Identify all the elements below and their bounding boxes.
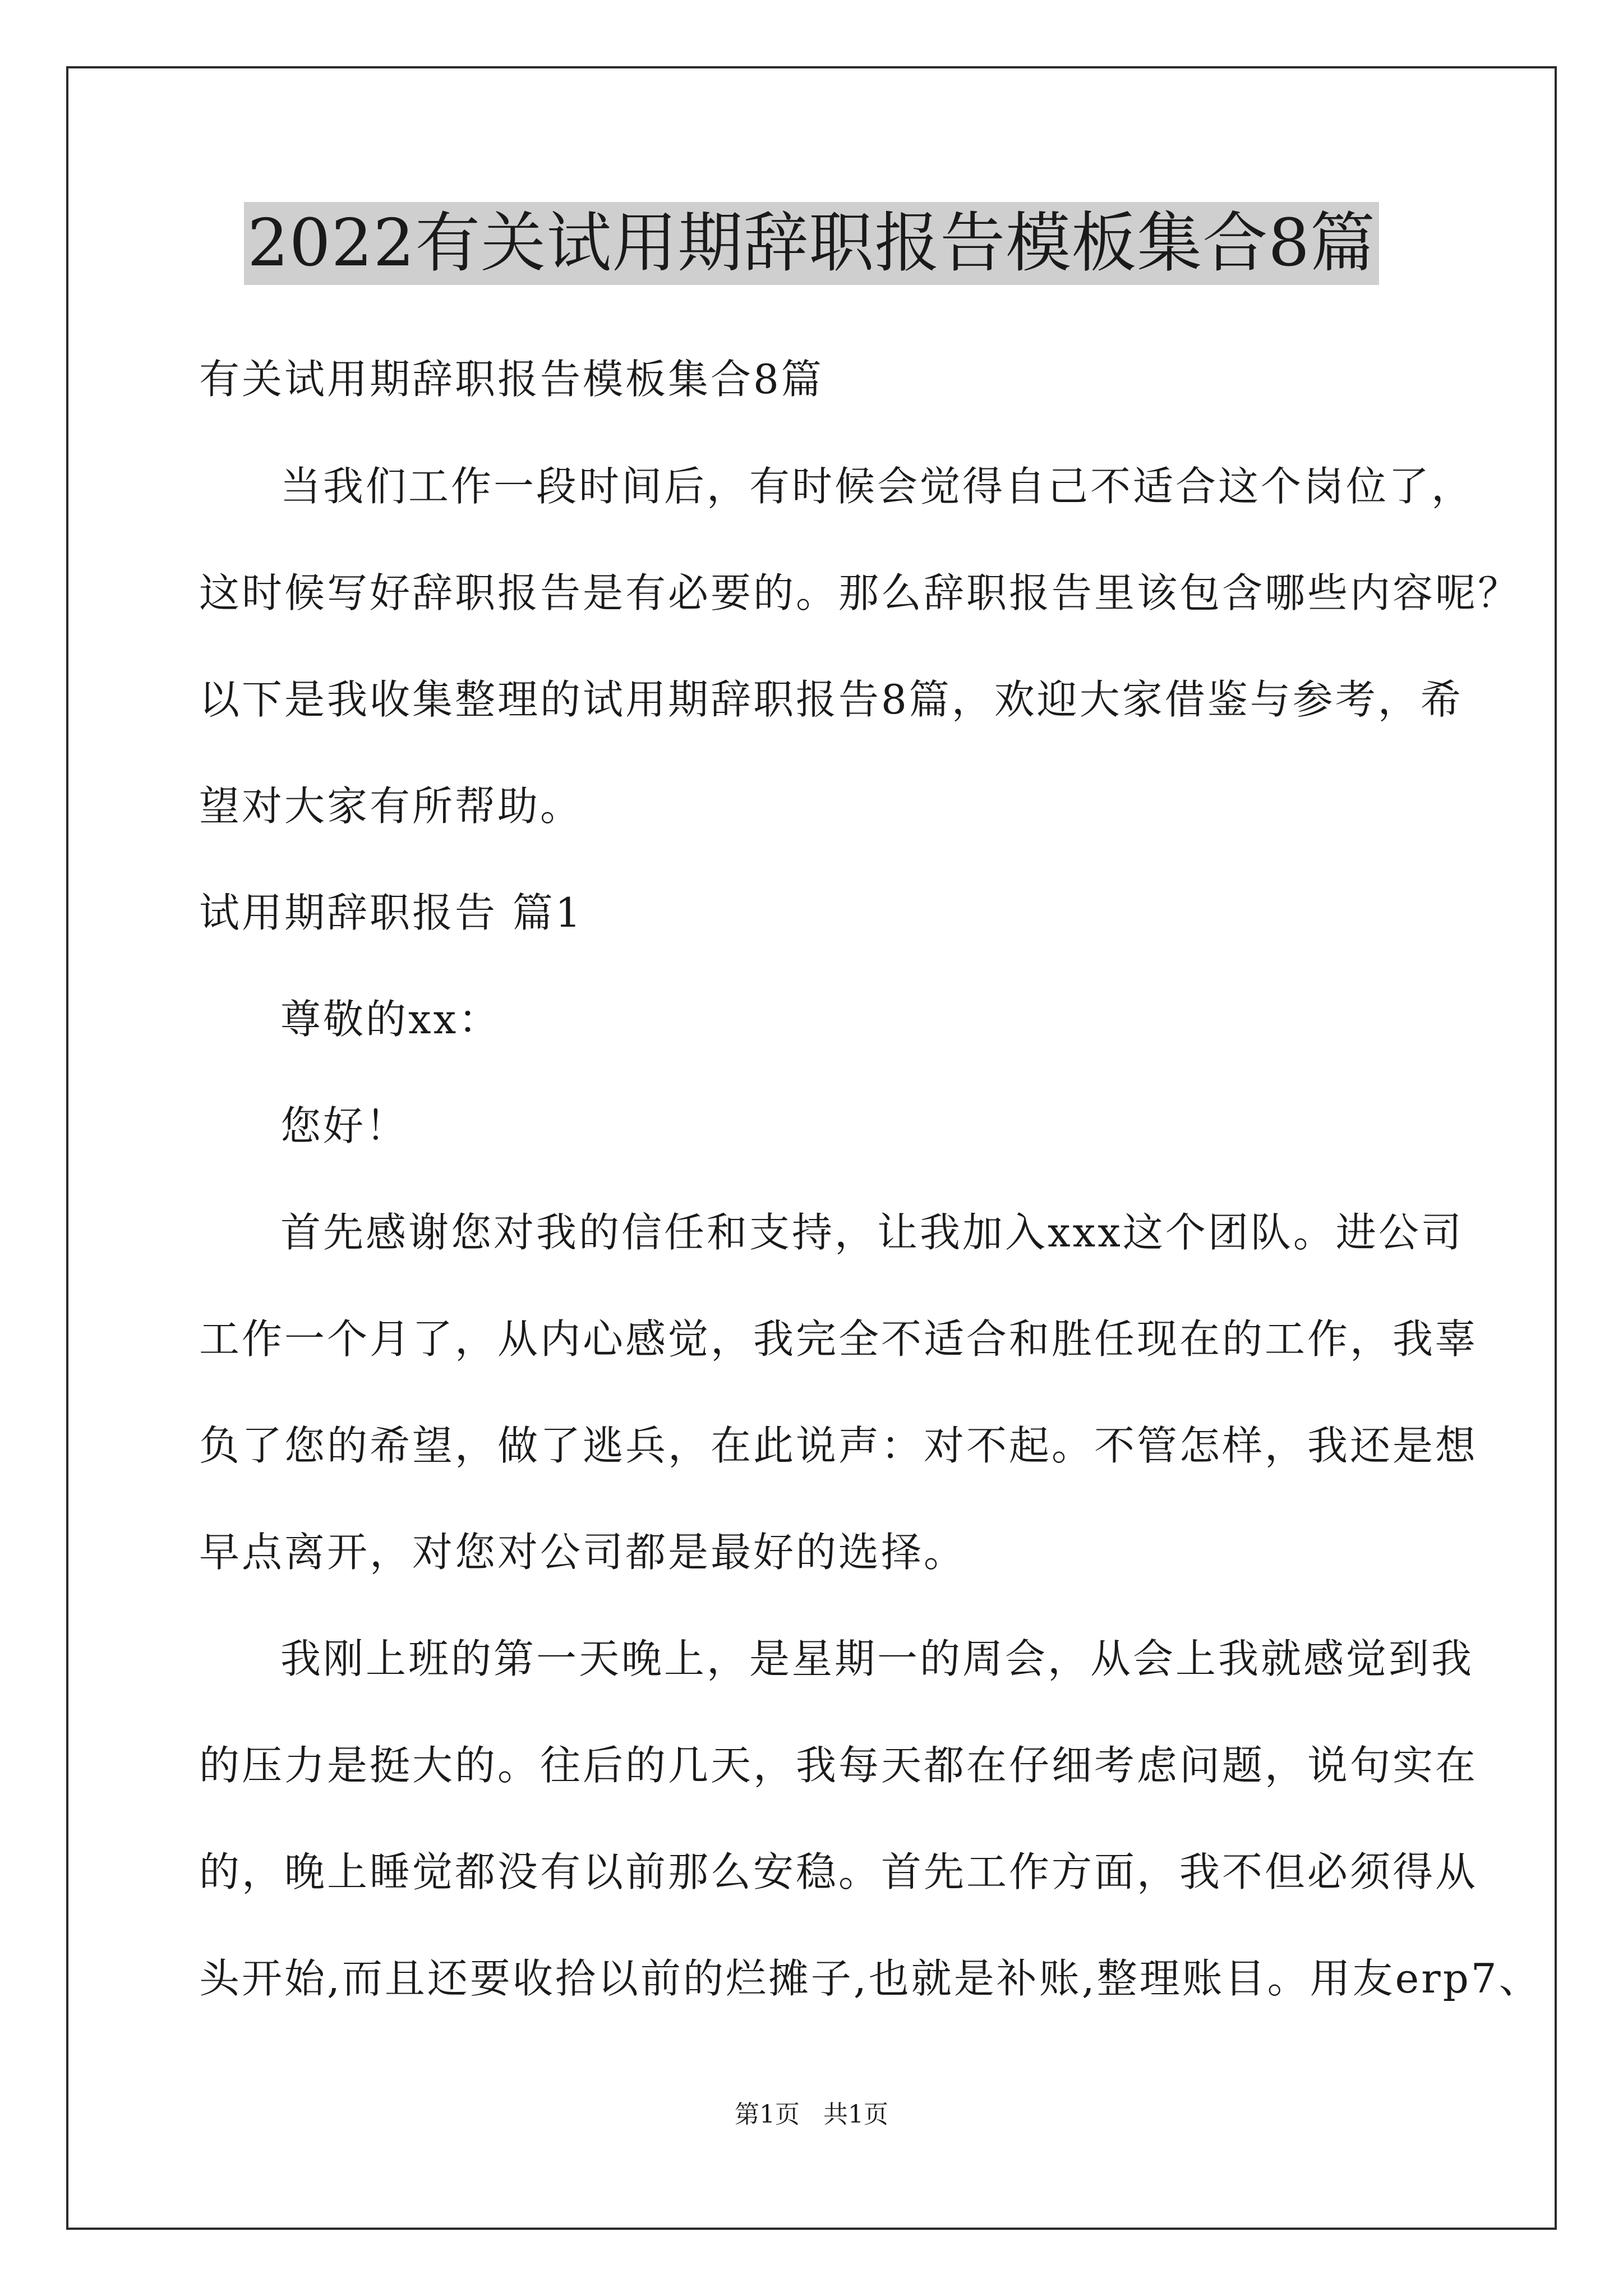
paragraph-line: 负了您的希望，做了逃兵，在此说声：对不起。不管怎样，我还是想: [199, 1422, 1478, 1469]
title-container: [0, 202, 1623, 285]
intro-line: 这时候写好辞职报告是有必要的。那么辞职报告里该包含哪些内容呢？: [199, 569, 1521, 616]
paragraph-line: 头开始,而且还要收拾以前的烂摊子,也就是补账,整理账目。用友erp7、: [199, 1955, 1542, 2002]
intro-line: 以下是我收集整理的试用期辞职报告8篇，欢迎大家借鉴与参考，希: [199, 676, 1463, 723]
page-footer: 第1页 共1页: [735, 2100, 888, 2129]
document-title: 2022有关试用期辞职报告模板集合8篇: [244, 202, 1379, 285]
document-subtitle: 有关试用期辞职报告模板集合8篇: [199, 356, 824, 403]
intro-line: 望对大家有所帮助。: [199, 783, 583, 830]
paragraph-line: 工作一个月了，从内心感觉，我完全不适合和胜任现在的工作，我辜: [199, 1315, 1478, 1363]
salutation: 尊敬的xx：: [280, 996, 501, 1043]
intro-line: 当我们工作一段时间后，有时候会觉得自己不适合这个岗位了，: [280, 463, 1474, 510]
paragraph-line: 的压力是挺大的。往后的几天，我每天都在仔细考虑问题，说句实在: [199, 1742, 1478, 1789]
paragraph-line: 早点离开，对您对公司都是最好的选择。: [199, 1529, 967, 1576]
paragraph-line: 的，晚上睡觉都没有以前那么安稳。首先工作方面，我不但必须得从: [199, 1848, 1478, 1895]
paragraph-line: 我刚上班的第一天晚上，是星期一的周会，从会上我就感觉到我: [280, 1635, 1474, 1682]
greeting: 您好！: [280, 1102, 409, 1149]
paragraph-line: 首先感谢您对我的信任和支持，让我加入xxx这个团队。进公司: [280, 1209, 1464, 1256]
section-heading: 试用期辞职报告 篇1: [199, 889, 583, 936]
